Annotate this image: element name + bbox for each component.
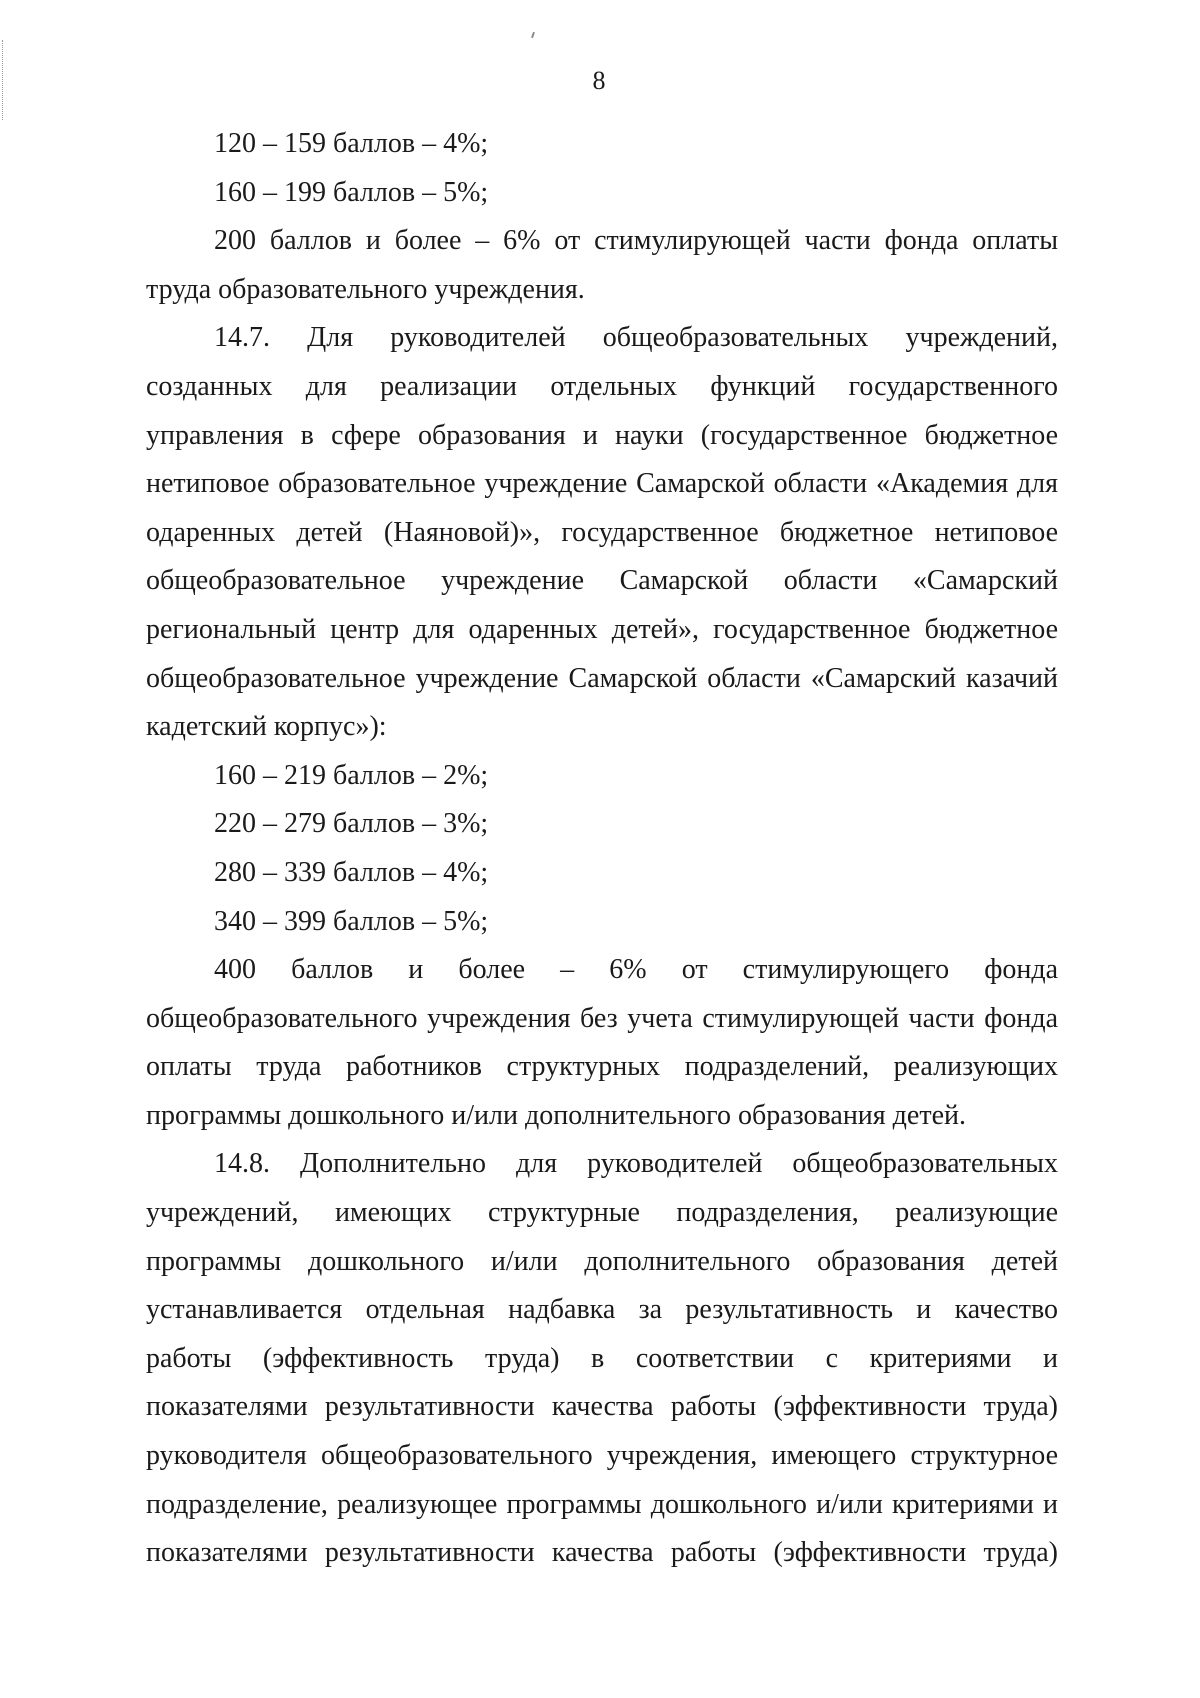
text-line: руководителя общеобразовательного учреждения, имеющего структурное <box>146 1440 1058 1472</box>
page-number-text: 8 <box>592 66 606 95</box>
scan-mark <box>531 32 535 38</box>
text-line: труда образовательного учреждения. <box>146 273 585 305</box>
text-line: показателями результативности качества работы (эффективности труда) <box>146 1391 1058 1423</box>
text-line: 14.8. Дополнительно для руководителей общеобразовательных <box>214 1148 1058 1180</box>
text-line: общеобразовательного учреждения без учета стимулирующей части фонда <box>146 1002 1058 1034</box>
text-line: программы дошкольного и/или дополнительного образования детей. <box>146 1099 966 1131</box>
text-line: 280 – 339 баллов – 4%; <box>214 856 489 888</box>
text-line: программы дошкольного и/или дополнительного образования детей <box>146 1245 1058 1277</box>
text-line: созданных для реализации отдельных функций государственного <box>146 370 1058 402</box>
text-line: нетиповое образовательное учреждение Самарской области «Академия для <box>146 468 1058 500</box>
text-line: 200 баллов и более – 6% от стимулирующей части фонда оплаты <box>214 225 1058 257</box>
text-line: 14.7. Для руководителей общеобразовательных учреждений, <box>214 322 1058 354</box>
text-line: 160 – 219 баллов – 2%; <box>214 759 489 791</box>
text-line: показателями результативности качества работы (эффективности труда) <box>146 1537 1058 1569</box>
text-line: подразделение, реализующее программы дошкольного и/или критериями и <box>146 1488 1058 1520</box>
text-line: 400 баллов и более – 6% от стимулирующего фонда <box>214 954 1058 986</box>
text-line: устанавливается отдельная надбавка за результативность и качество <box>146 1294 1058 1326</box>
text-line: общеобразовательное учреждение Самарской области «Самарский <box>146 565 1058 597</box>
text-line: общеобразовательное учреждение Самарской области «Самарский казачий <box>146 662 1058 694</box>
text-line: работы (эффективность труда) в соответствии с критериями и <box>146 1342 1058 1374</box>
text-line: оплаты труда работников структурных подразделений, реализующих <box>146 1051 1058 1083</box>
page-number <box>0 66 1200 96</box>
text-line: 120 – 159 баллов – 4%; <box>214 128 489 159</box>
text-line: региональный центр для одаренных детей», государственное бюджетное <box>146 613 1058 645</box>
text-line: управления в сфере образования и науки (государственное бюджетное <box>146 419 1058 451</box>
text-line: учреждений, имеющих структурные подразделения, реализующие <box>146 1197 1058 1229</box>
text-line: 160 – 199 баллов – 5%; <box>214 176 489 208</box>
document-body <box>146 120 1058 1578</box>
text-line: одаренных детей (Наяновой)», государственное бюджетное нетиповое <box>146 516 1058 548</box>
text-line: 340 – 399 баллов – 5%; <box>214 905 489 937</box>
text-line: 220 – 279 баллов – 3%; <box>214 808 489 840</box>
text-line: кадетский корпус»): <box>146 711 387 743</box>
